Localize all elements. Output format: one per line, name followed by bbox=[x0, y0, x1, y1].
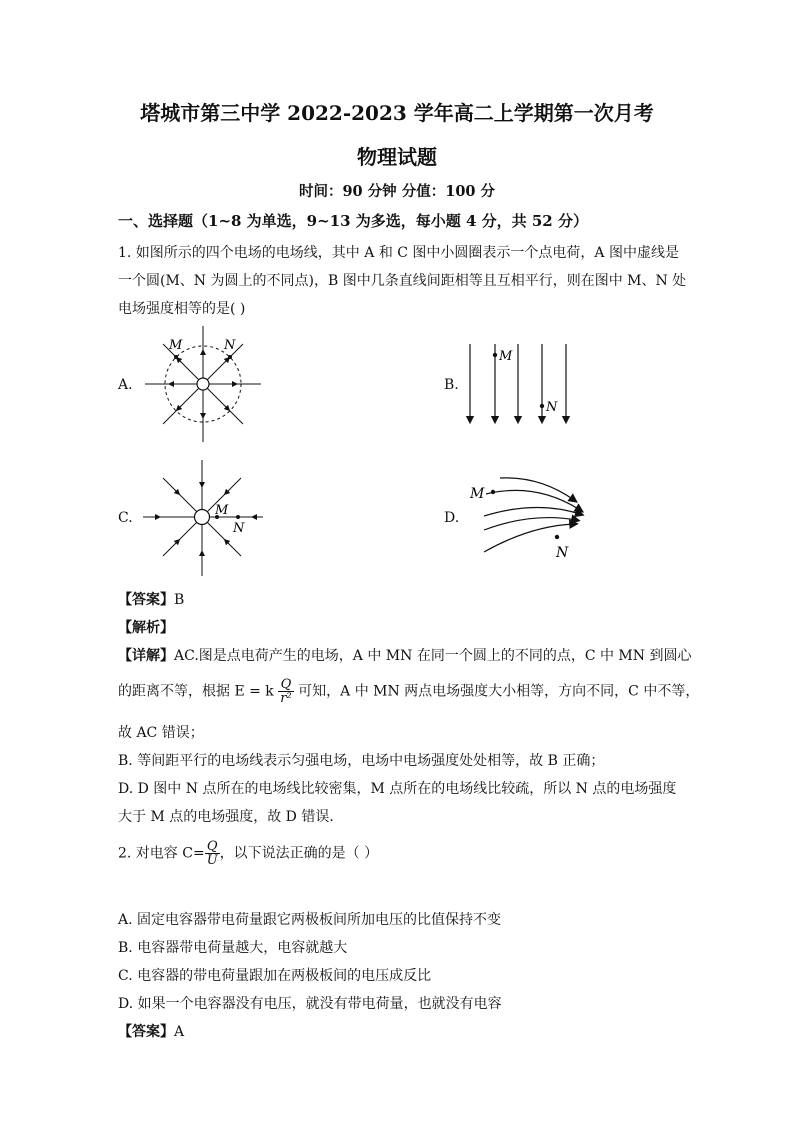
detail-text: AC.图是点电荷产生的电场，A 中 MN 在同一个圆上的不同的点，C 中 MN 到圆心 bbox=[174, 648, 692, 664]
q1-detail-line2 bbox=[118, 678, 699, 705]
q1-stem-line2: 一个圆(M、N 为圆上的不同点)，B 图中几条直线间距相等且互相平行，则在图中 M、N 处 bbox=[118, 273, 687, 289]
figure-d-curved-field bbox=[466, 470, 590, 566]
fig-b-n-label: N bbox=[546, 400, 558, 415]
q1-answer bbox=[118, 589, 184, 609]
q1-stem-line1: 1. 如图所示的四个电场的电场线，其中 A 和 C 图中小圆圈表示一个点电荷，A 图中虚线是 bbox=[118, 245, 679, 261]
fig-c-n-label: N bbox=[233, 521, 245, 536]
q1-detail-line4: B. 等间距平行的电场线表示匀强电场，电场中电场强度处处相等，故 B 正确； bbox=[118, 753, 605, 769]
q2-stem-text: 2. 对电容 C= bbox=[118, 845, 205, 862]
formula-fraction bbox=[205, 840, 220, 867]
q1-stem-line3: 电场强度相等的是( ) bbox=[118, 301, 246, 317]
fraction-numerator: Q bbox=[205, 840, 220, 854]
q1-detail-line5: D. D 图中 N 点所在的电场线比较密集，M 点所在的电场线比较疏，所以 N 点的电场强度 bbox=[118, 781, 677, 797]
fraction-numerator: Q bbox=[278, 678, 293, 692]
fig-c-m-label: M bbox=[215, 503, 229, 518]
page-subtitle: 物理试题 bbox=[357, 145, 437, 169]
fig-a-m-label: M bbox=[169, 338, 183, 353]
q1-analysis-tag: 【解析】 bbox=[118, 620, 174, 636]
exam-meta: 时间：90 分钟 分值：100 分 bbox=[298, 183, 496, 200]
fraction-denominator: U bbox=[206, 853, 218, 868]
q1-option-a-label: A. bbox=[118, 377, 133, 393]
fraction-denominator: r² bbox=[280, 691, 292, 706]
detail-text: 可知，A 中 MN 两点电场强度大小相等，方向不同，C 中不等， bbox=[293, 683, 700, 700]
q1-detail-line6: 大于 M 点的电场强度，故 D 错误． bbox=[118, 809, 344, 825]
figure-b-uniform-field bbox=[460, 340, 576, 428]
q2-stem bbox=[118, 840, 378, 867]
section-heading: 一、选择题（1~8 为单选，9~13 为多选，每小题 4 分，共 52 分） bbox=[118, 212, 588, 230]
fig-d-m-label: M bbox=[470, 486, 485, 502]
q2-option-a: A. 固定电容器带电荷量跟它两极板间所加电压的比值保持不变 bbox=[118, 912, 502, 928]
q1-detail-line3: 故 AC 错误； bbox=[118, 725, 204, 741]
formula-fraction bbox=[278, 678, 293, 705]
figure-c-radial-field bbox=[141, 458, 265, 578]
fig-a-n-label: N bbox=[224, 338, 236, 353]
detail-tag: 【详解】 bbox=[118, 648, 174, 664]
answer-value: A bbox=[174, 1024, 185, 1040]
q1-detail-line1 bbox=[118, 645, 691, 665]
q2-stem-text: ，以下说法正确的是（ ） bbox=[219, 845, 379, 862]
answer-value: B bbox=[174, 592, 185, 608]
q1-option-c-label: C. bbox=[118, 510, 133, 526]
q2-option-d: D. 如果一个电容器没有电压，就没有带电荷量，也就没有电容 bbox=[118, 996, 502, 1012]
detail-text: 的距离不等，根据 E = k bbox=[118, 683, 274, 700]
answer-tag: 【答案】 bbox=[118, 1024, 174, 1040]
fig-b-m-label: M bbox=[499, 349, 513, 364]
q1-option-d-label: D. bbox=[444, 510, 460, 526]
answer-tag: 【答案】 bbox=[118, 592, 174, 608]
figure-a-radial-field bbox=[144, 322, 266, 446]
q2-answer bbox=[118, 1021, 184, 1041]
fig-d-n-label: N bbox=[556, 545, 569, 561]
q2-option-b: B. 电容器带电荷量越大，电容就越大 bbox=[118, 940, 348, 956]
page-title: 塔城市第三中学 2022-2023 学年高二上学期第一次月考 bbox=[140, 101, 654, 125]
q1-option-b-label: B. bbox=[444, 377, 459, 393]
q2-option-c: C. 电容器的带电荷量跟加在两极板间的电压成反比 bbox=[118, 968, 432, 984]
